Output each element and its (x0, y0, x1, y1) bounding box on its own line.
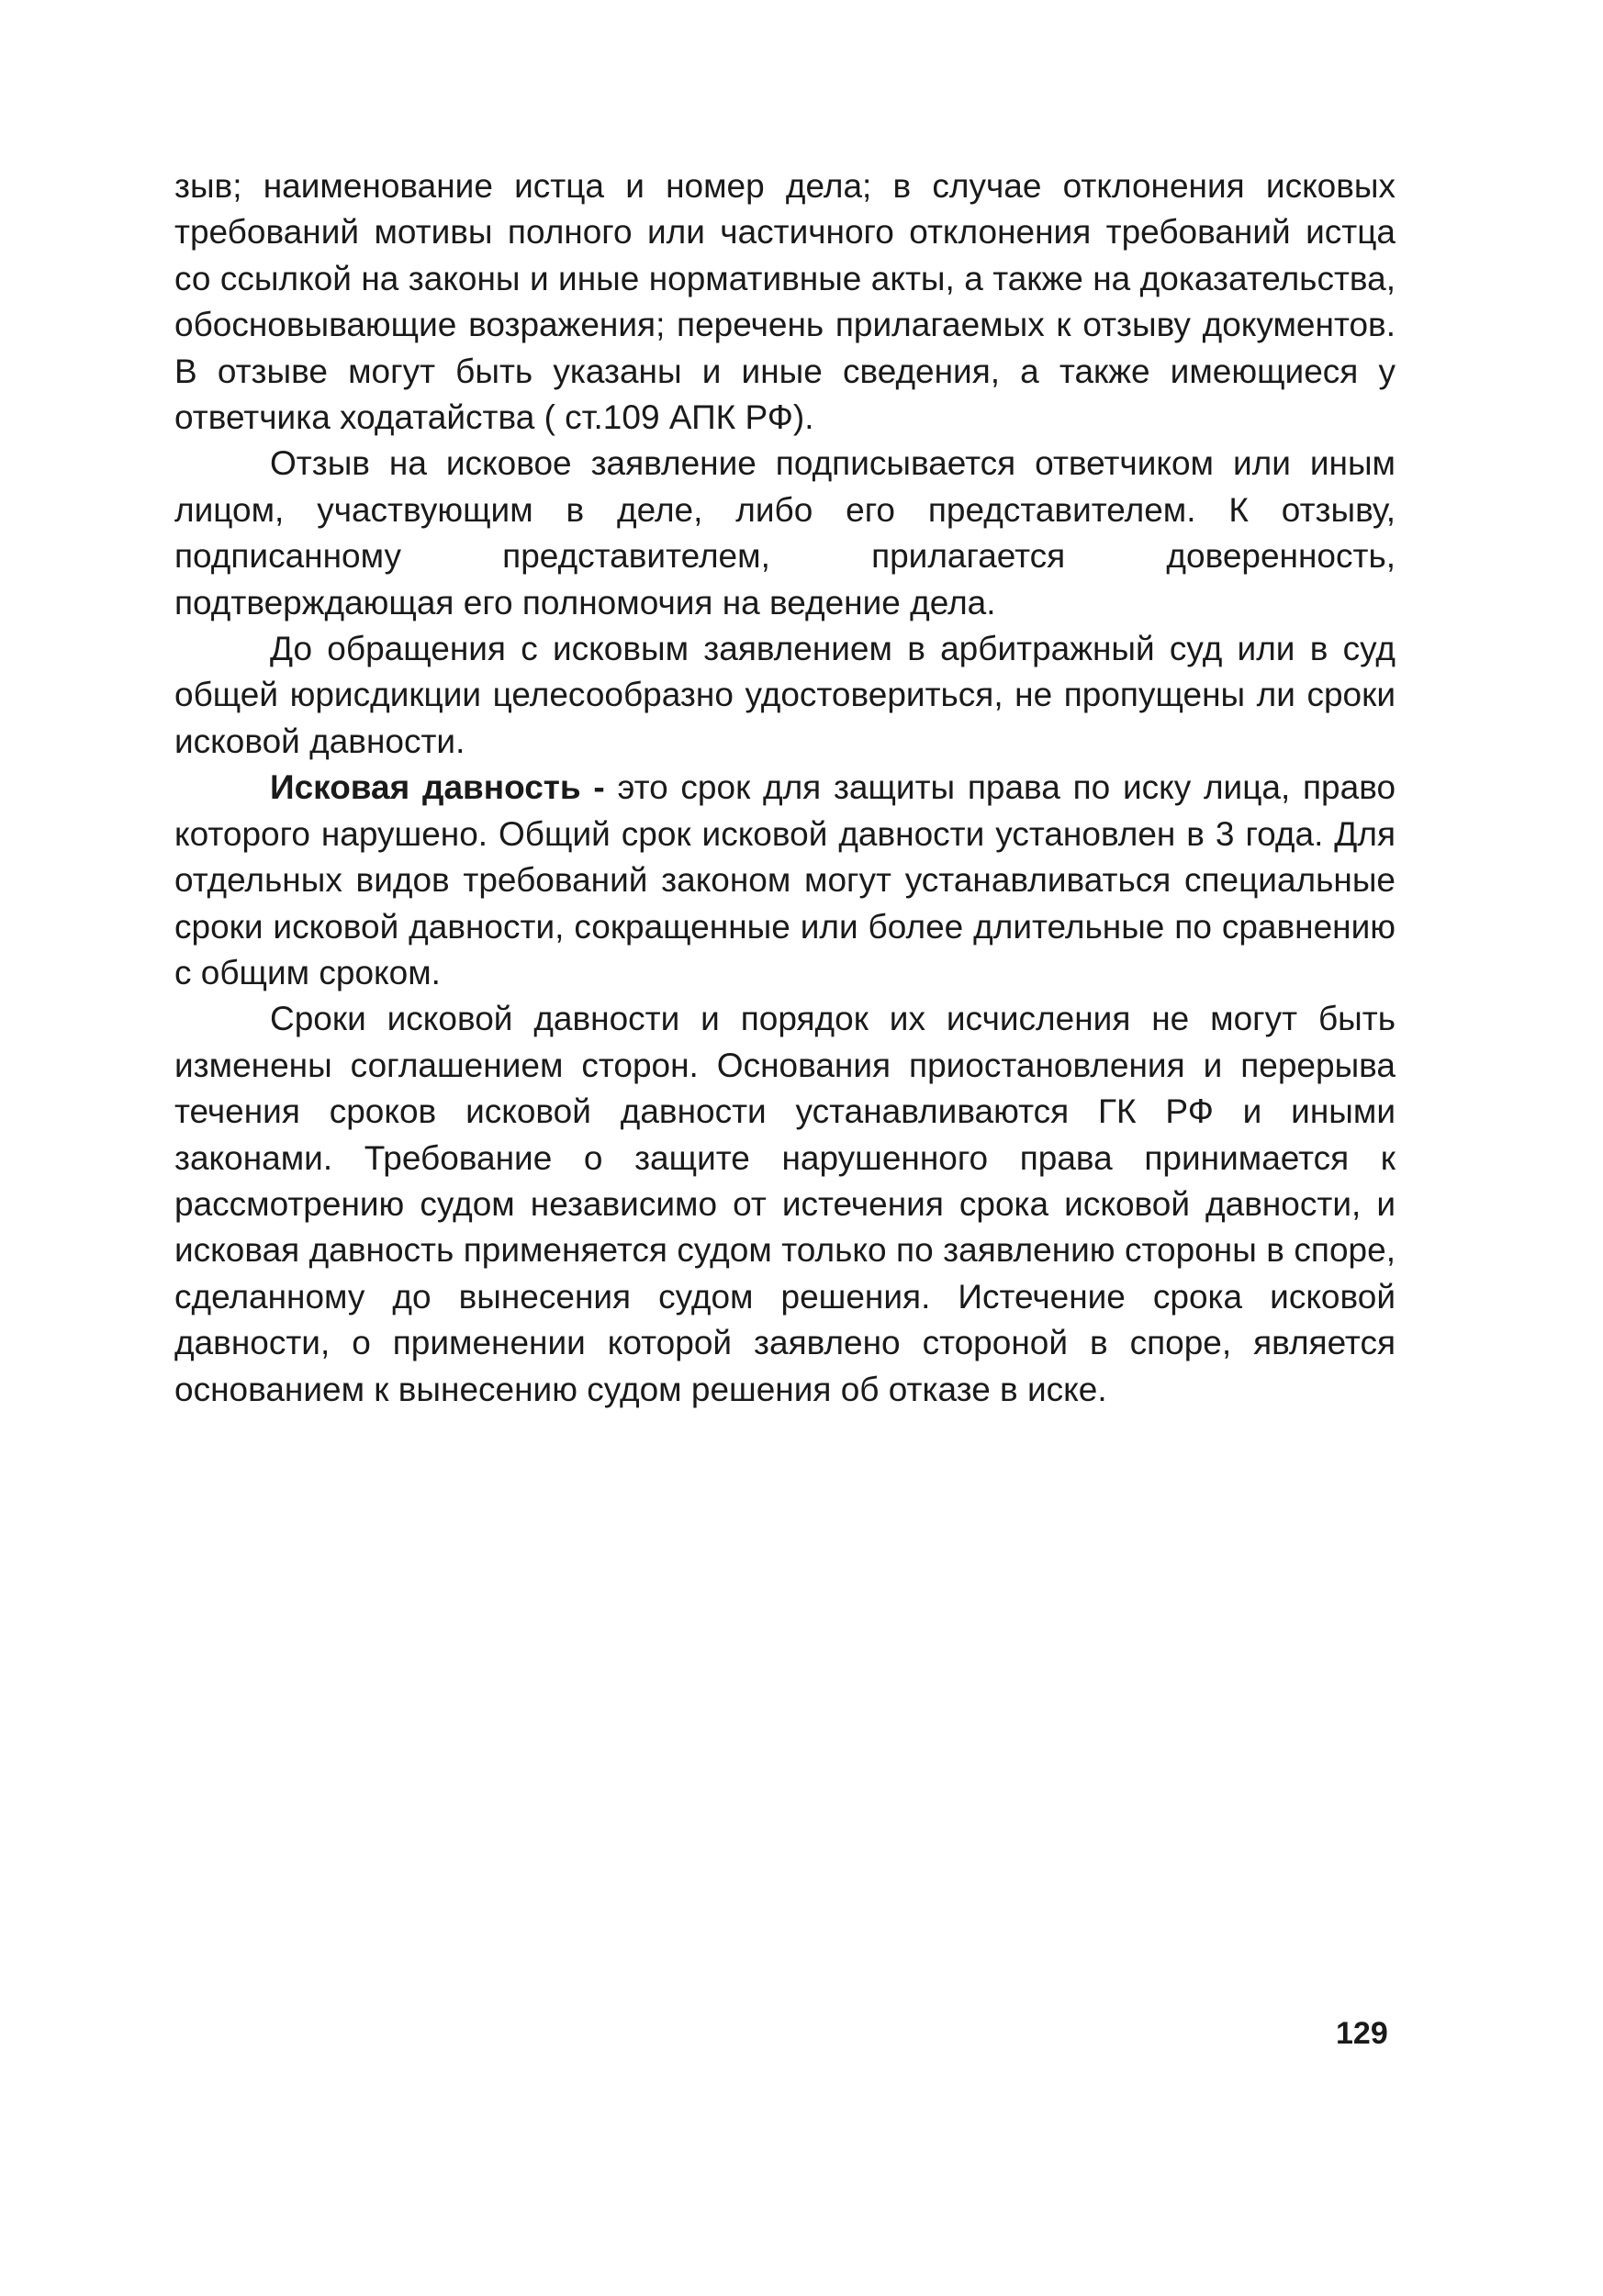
paragraph-5-text: Сроки исковой давности и порядок их исчисления не могут быть изменены соглашением сторон. Основания приостановления и перерыва течения сроков исковой давности устанавливаются ГК РФ и иными законами. Требование о защите нарушенного права принимается к рассмотрению судом независимо от истечения срока исковой давности, и исковая давность применяется судом только по заявлению стороны в споре, сделанному до вынесения судом решения. Истечение срока исковой давности, о применении которой заявлено стороной в споре, является основанием к вынесению судом решения об отказе в иске. (174, 1000, 1396, 1408)
page-number: 129 (1336, 2016, 1388, 2051)
paragraph-2-text: Отзыв на исковое заявление подписывается ответчиком или иным лицом, участвующим в деле, либо его представителем. К отзыву, подписанному представителем, прилагается доверенность, подтверждающая его полномочия на ведение дела. (174, 444, 1396, 622)
body-text (174, 163, 1396, 1413)
paragraph-2 (174, 441, 1396, 626)
paragraph-3 (174, 626, 1396, 765)
term-definition-heading: Исковая давность - (270, 768, 605, 807)
paragraph-1-text: зыв; наименование истца и номер дела; в случае отклонения исковых требований мотивы полного или частичного отклонения требований истца со ссылкой на законы и иные нормативные акты, а также на доказательства, обосновывающие возражения; перечень прилагаемых к отзыву документов. В отзыве могут быть указаны и иные сведения, а также имеющиеся у ответчика ходатайства ( ст.109 АПК РФ). (174, 167, 1396, 437)
paragraph-1 (174, 163, 1396, 441)
paragraph-4 (174, 765, 1396, 996)
paragraph-3-text: До обращения с исковым заявлением в арбитражный суд или в суд общей юрисдикции целесообразно удостовериться, не пропущены ли сроки исковой давности. (174, 630, 1396, 760)
paragraph-5 (174, 996, 1396, 1413)
paragraph-4-text: это срок для защиты права по иску лица, право которого нарушено. Общий срок исковой давности установлен в 3 года. Для отдельных видов требований законом могут устанавливаться специальные сроки исковой давности, сокращенные или более длительные по сравнению с общим сроком. (174, 768, 1396, 991)
